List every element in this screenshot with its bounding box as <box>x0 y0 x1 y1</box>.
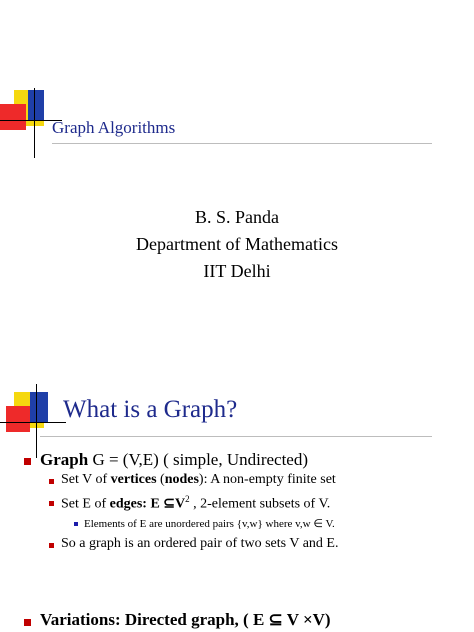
bullet-vertices: Set V of vertices (nodes): A non-empty finite set <box>61 472 336 487</box>
deco-red-block <box>6 406 30 432</box>
deco-red-block <box>0 104 26 130</box>
author-line-3: IIT Delhi <box>203 261 271 281</box>
bullet-square <box>24 619 31 626</box>
slide-2-title: What is a Graph? <box>63 396 238 423</box>
bullet-unordered-pairs: Elements of E are unordered pairs {v,w} where v,w ∈ V. <box>84 518 335 530</box>
bullet-square <box>49 501 54 506</box>
slide-1-title: Graph Algorithms <box>52 118 176 137</box>
slide-2 <box>0 316 474 632</box>
bullet-square-small <box>74 522 78 526</box>
bullet-graph: Graph G = (V,E) ( simple, Undirected) <box>40 450 309 469</box>
bullet-variations: Variations: Directed graph, ( E ⊆ V ×V) <box>40 610 331 629</box>
deco-blue-block <box>30 392 48 422</box>
title-underline <box>52 143 432 144</box>
bullet-square <box>49 543 54 548</box>
bullet-square <box>24 458 31 465</box>
bullet-edges: Set E of edges: E $⊆V^2$ , 2-element subsets of V. <box>61 494 331 512</box>
deco-blue-block <box>28 90 44 120</box>
title-underline <box>40 436 432 437</box>
deco-vertical-line <box>34 88 35 158</box>
author-line-1: B. S. Panda <box>194 207 279 227</box>
author-line-2: Department of Mathematics <box>136 234 338 254</box>
deco-vertical-line <box>36 384 37 458</box>
bullet-ordered-pair: So a graph is an ordered pair of two sets V and E. <box>61 536 339 551</box>
deco-horizontal-line <box>0 422 66 423</box>
bullet-square <box>49 479 54 484</box>
